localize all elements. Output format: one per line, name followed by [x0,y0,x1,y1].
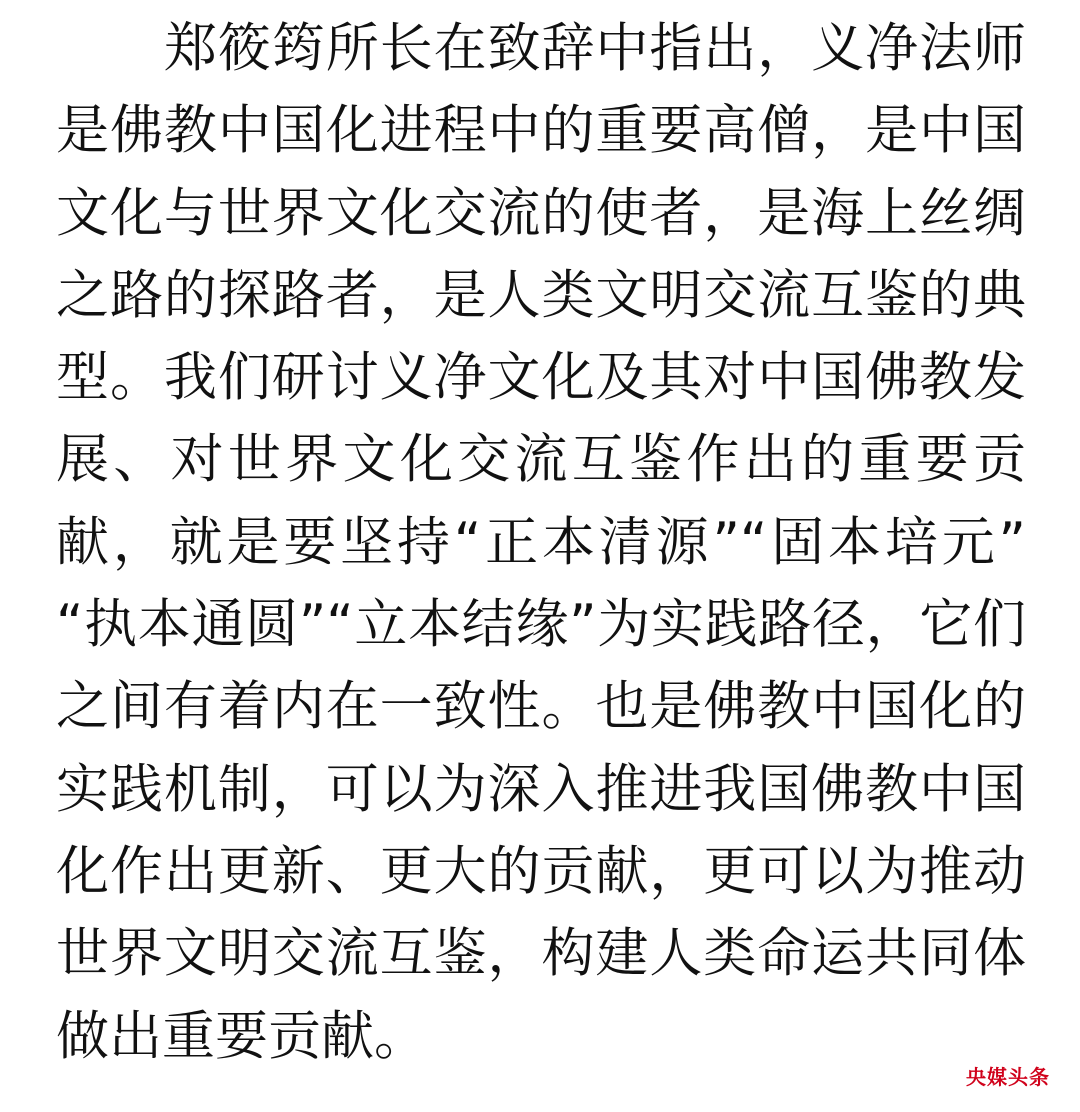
paragraph-line: 之间有着内在一致性。也是佛教中国化的 [56,676,1026,738]
paragraph-line: 郑筱筠所长在致辞中指出，义净法师 [164,18,1026,79]
paragraph-line: 化作出更新、更大的贡献，更可以为推动 [56,840,1026,902]
paragraph-line: 做出重要贡献。 [56,1005,427,1067]
paragraph-line: 型。我们研讨义净文化及其对中国佛教发 [56,347,1026,409]
paragraph-line: “执本通圆”“立本结缘”为实践路径，它们 [56,594,1026,656]
paragraph-line: 文化与世界文化交流的使者，是海上丝绸 [56,182,1026,244]
paragraph-line: 展、对世界文化交流互鉴作出的重要贡 [56,429,1026,491]
paragraph-line: 实践机制，可以为深入推进我国佛教中国 [56,758,1026,820]
paragraph-line: 之路的探路者，是人类文明交流互鉴的典 [56,264,1026,326]
source-watermark: 央媒头条 [966,1065,1050,1089]
paragraph-line: 世界文明交流互鉴，构建人类命运共同体 [56,923,1026,985]
paragraph-line: 是佛教中国化进程中的重要高僧，是中国 [56,100,1026,162]
article-body [56,8,1026,1078]
paragraph-line: 献，就是要坚持“正本清源”“固本培元” [56,511,1026,573]
